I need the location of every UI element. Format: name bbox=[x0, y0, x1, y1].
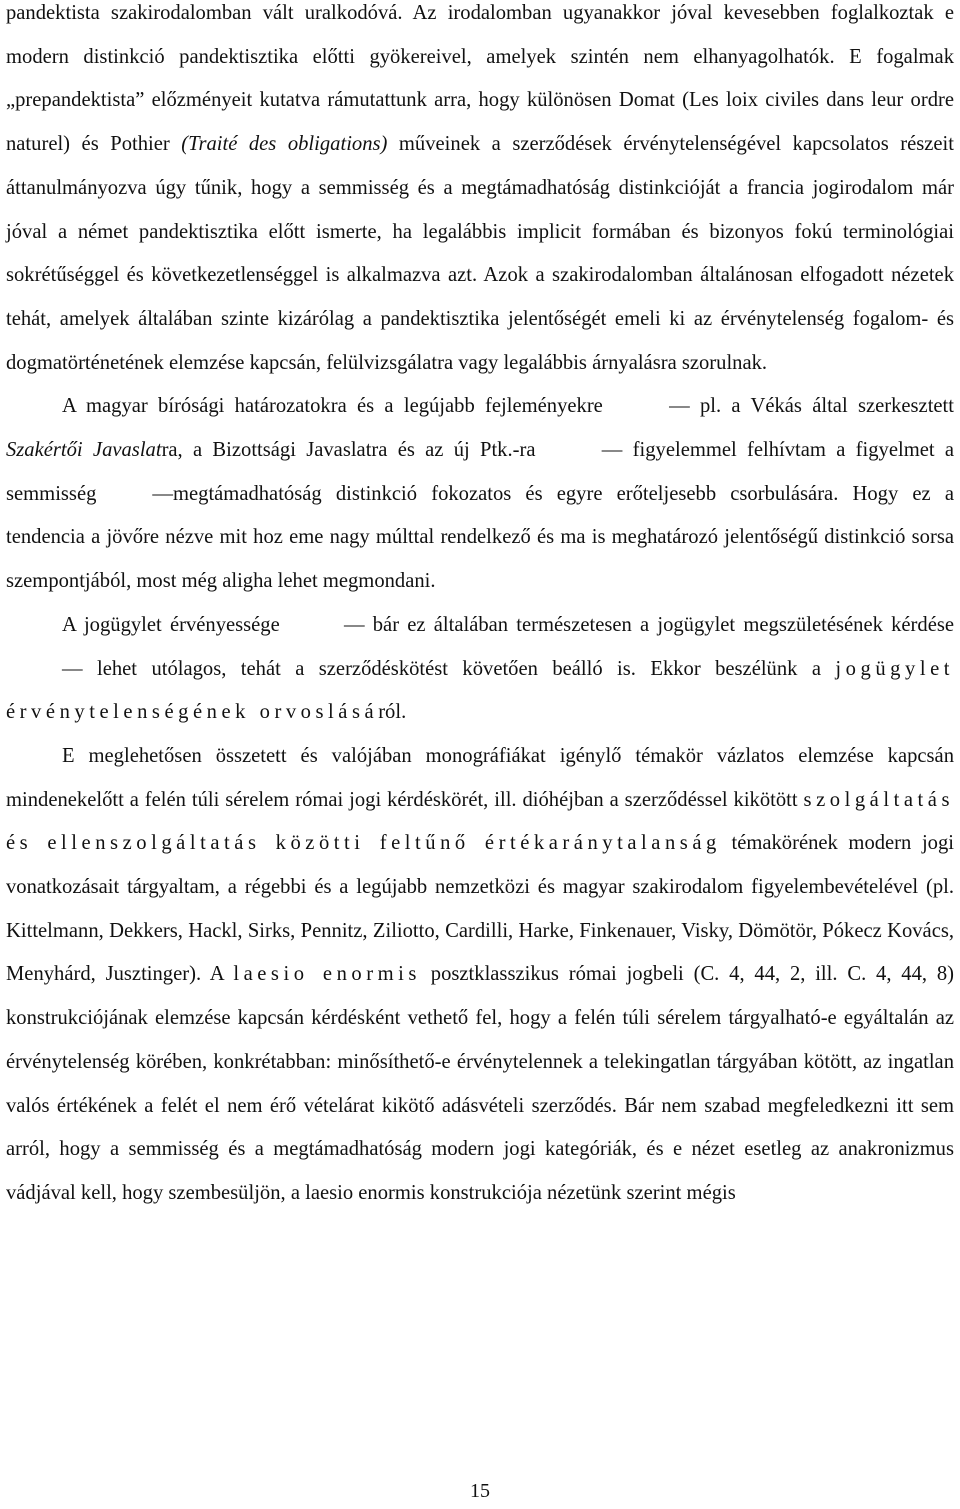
text-run: A magyar bírósági határozatokra és a legújabb fejleményekre bbox=[62, 395, 614, 418]
em-dash: — bbox=[152, 482, 173, 505]
text-run: lehet utólagos, tehát a szerződéskötést követően beálló is. Ekkor beszélünk a bbox=[82, 657, 836, 680]
em-dash: — bbox=[601, 439, 623, 462]
text-run: E meglehetősen összetett és valójában monográfiákat igénylő témakör vázlatos elemzése kapcsán mindenekelőtt a felén túli sérelem római jogi kérdéskörét, ill. dióhéjban a szerződéssel kikötött bbox=[6, 744, 954, 811]
paragraph bbox=[6, 735, 954, 1216]
text-run: posztklasszikus római jogbeli (C. 4, 44, 2, ill. C. 4, 44, 8) konstrukciójának elemzése kapcsán kérdésként vethető fel, hogy a felén túli sérelem tárgyalható-e egyáltalán az érvénytelenség körében, konkrétabban: minősíthető-e érvénytelennek a telekingatlan tárgyában kötött, az ingatlan valós értékének a felét el nem érő vételárat kikötő adásvételi szerződés. Bár nem szabad megfeledkezni itt sem arról, hogy a semmisség és a megtámadhatóság modern jogi kategóriák, és e nézet esetleg az anakronizmus vádjával kell, hogy szembesüljön, a laesio enormis konstrukciója nézetünk szerint mégis bbox=[6, 963, 954, 1204]
italic-text: (Traité des obligations) bbox=[181, 133, 388, 156]
em-dash: — bbox=[62, 657, 83, 680]
text-run: A jogügylet érvényessége bbox=[62, 613, 288, 636]
text-run: témakörének modern jogi vonatkozásait tárgyaltam, a régebbi és a legújabb nemzetközi és magyar szakirodalom figyelembevételével (pl. Kittelmann, Dekkers, Hackl, Sirks, Pennitz, Ziliotto, Cardilli, Harke, Finkenauer, Visky, Dömötör, Pókecz Kovács, Menyhárd, Jusztinger). A bbox=[6, 832, 954, 986]
paragraph bbox=[6, 604, 954, 735]
italic-text: Szakértői Javaslat bbox=[6, 439, 162, 462]
text-run: bár ez általában természetesen a jogügylet megszületésének kérdése bbox=[364, 613, 954, 636]
em-dash: — bbox=[669, 395, 690, 418]
text-run: ra, a Bizottsági Javaslatra és az új Ptk.-ra bbox=[161, 439, 546, 462]
page-number: 15 bbox=[470, 1480, 490, 1502]
em-dash: — bbox=[343, 613, 365, 636]
spaced-emphasis: jogügylet érvénytelenségének orvoslásá bbox=[6, 657, 954, 724]
spaced-emphasis: laesio enormis bbox=[233, 963, 421, 986]
text-run: ról. bbox=[378, 701, 407, 724]
text-run: figyelemmel felhívtam a figyelmet a semmisség bbox=[6, 439, 954, 505]
spaced-emphasis: szolgáltatás és ellenszolgáltatás közötti feltűnő értékaránytalanság bbox=[6, 788, 954, 855]
text-run: pl. a Vékás által szerkesztett bbox=[689, 395, 954, 418]
text-run: megtámadhatóság distinkció fokozatos és egyre erőteljesebb csorbulására. Hogy ez a tendencia a jövőre nézve mit hoz eme nagy múlttal rendelkező és ma is meghatározó jelentőségű distinkció sorsa szempontjából, most még aligha lehet megmondani. bbox=[6, 482, 954, 593]
paragraph bbox=[6, 385, 954, 604]
paragraph bbox=[6, 0, 954, 385]
text-run: pandektista szakirodalomban vált uralkodóvá. Az irodalomban ugyanakkor jóval kevesebben foglalkoztak e modern distinkció pandektisztika előtti gyökereivel, amelyek szintén nem elhanyagolhatók. E fogalmak „prepandektista” előzményeit kutatva rámutattunk arra, hogy különösen Domat (Les loix civiles dans leur ordre naturel) és Pothier bbox=[6, 2, 954, 156]
text-run: műveinek a szerződések érvénytelenségével kapcsolatos részeit áttanulmányozva úgy tűnik, hogy a semmisség és a megtámadhatóság distinkcióját a francia jogirodalom már jóval a német pandektisztika előtt ismerte, ha legalábbis implicit formában és bizonyos fokú terminológiai sokrétűséggel és következetlenséggel is alkalmazva azt. Azok a szakirodalomban általánosan elfogadott nézetek tehát, amelyek általában szinte kizárólag a pandektisztika jelentőségét emeli ki az érvénytelenség fogalom- és dogmatörténetének elemzése kapcsán, felülvizsgálatra vagy legalábbis árnyalásra szorulnak. bbox=[6, 133, 955, 374]
document-page bbox=[6, 0, 954, 1216]
